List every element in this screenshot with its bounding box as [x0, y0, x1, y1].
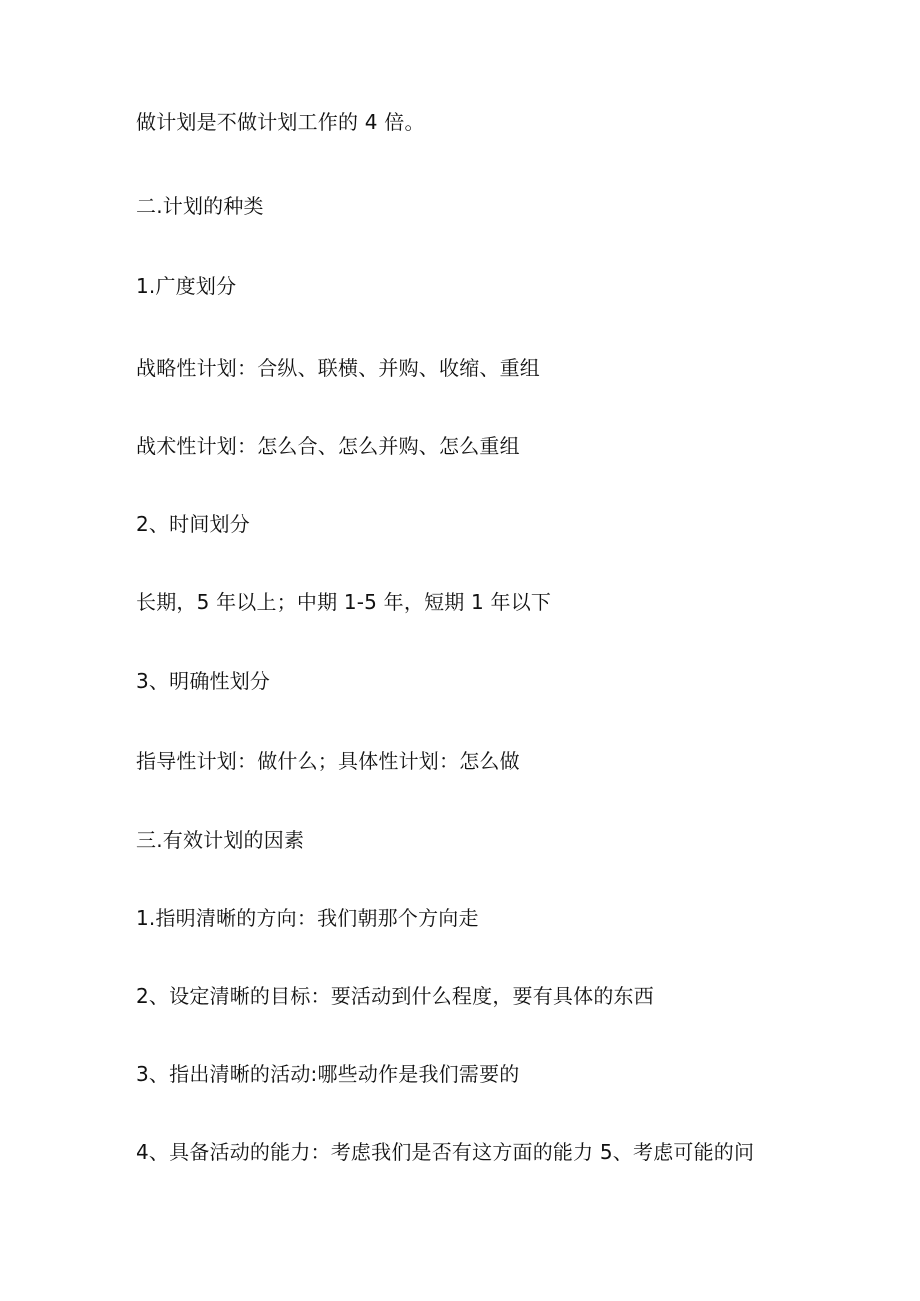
subheading-breadth: 1.广度划分: [136, 274, 237, 298]
paragraph-directive-specific: 指导性计划：做什么；具体性计划：怎么做: [136, 749, 520, 773]
list-item-goals: 2、设定清晰的目标：要活动到什么程度，要有具体的东西: [136, 984, 654, 1008]
section-heading-plan-types: 二.计划的种类: [136, 194, 264, 218]
list-item-capability: 4、具备活动的能力：考虑我们是否有这方面的能力 5、考虑可能的问: [136, 1140, 755, 1164]
section-heading-effective-factors: 三.有效计划的因素: [136, 828, 305, 852]
subheading-time: 2、时间划分: [136, 512, 250, 536]
paragraph-strategic-plan: 战略性计划：合纵、联横、并购、收缩、重组: [136, 356, 540, 380]
list-item-direction: 1.指明清晰的方向：我们朝那个方向走: [136, 906, 479, 930]
subheading-clarity: 3、明确性划分: [136, 669, 271, 693]
list-item-activities: 3、指出清晰的活动:哪些动作是我们需要的: [136, 1062, 520, 1086]
paragraph-planning-ratio: 做计划是不做计划工作的 4 倍。: [136, 110, 425, 134]
paragraph-tactical-plan: 战术性计划：怎么合、怎么并购、怎么重组: [136, 434, 520, 458]
paragraph-time-ranges: 长期，5 年以上；中期 1-5 年，短期 1 年以下: [136, 590, 552, 614]
